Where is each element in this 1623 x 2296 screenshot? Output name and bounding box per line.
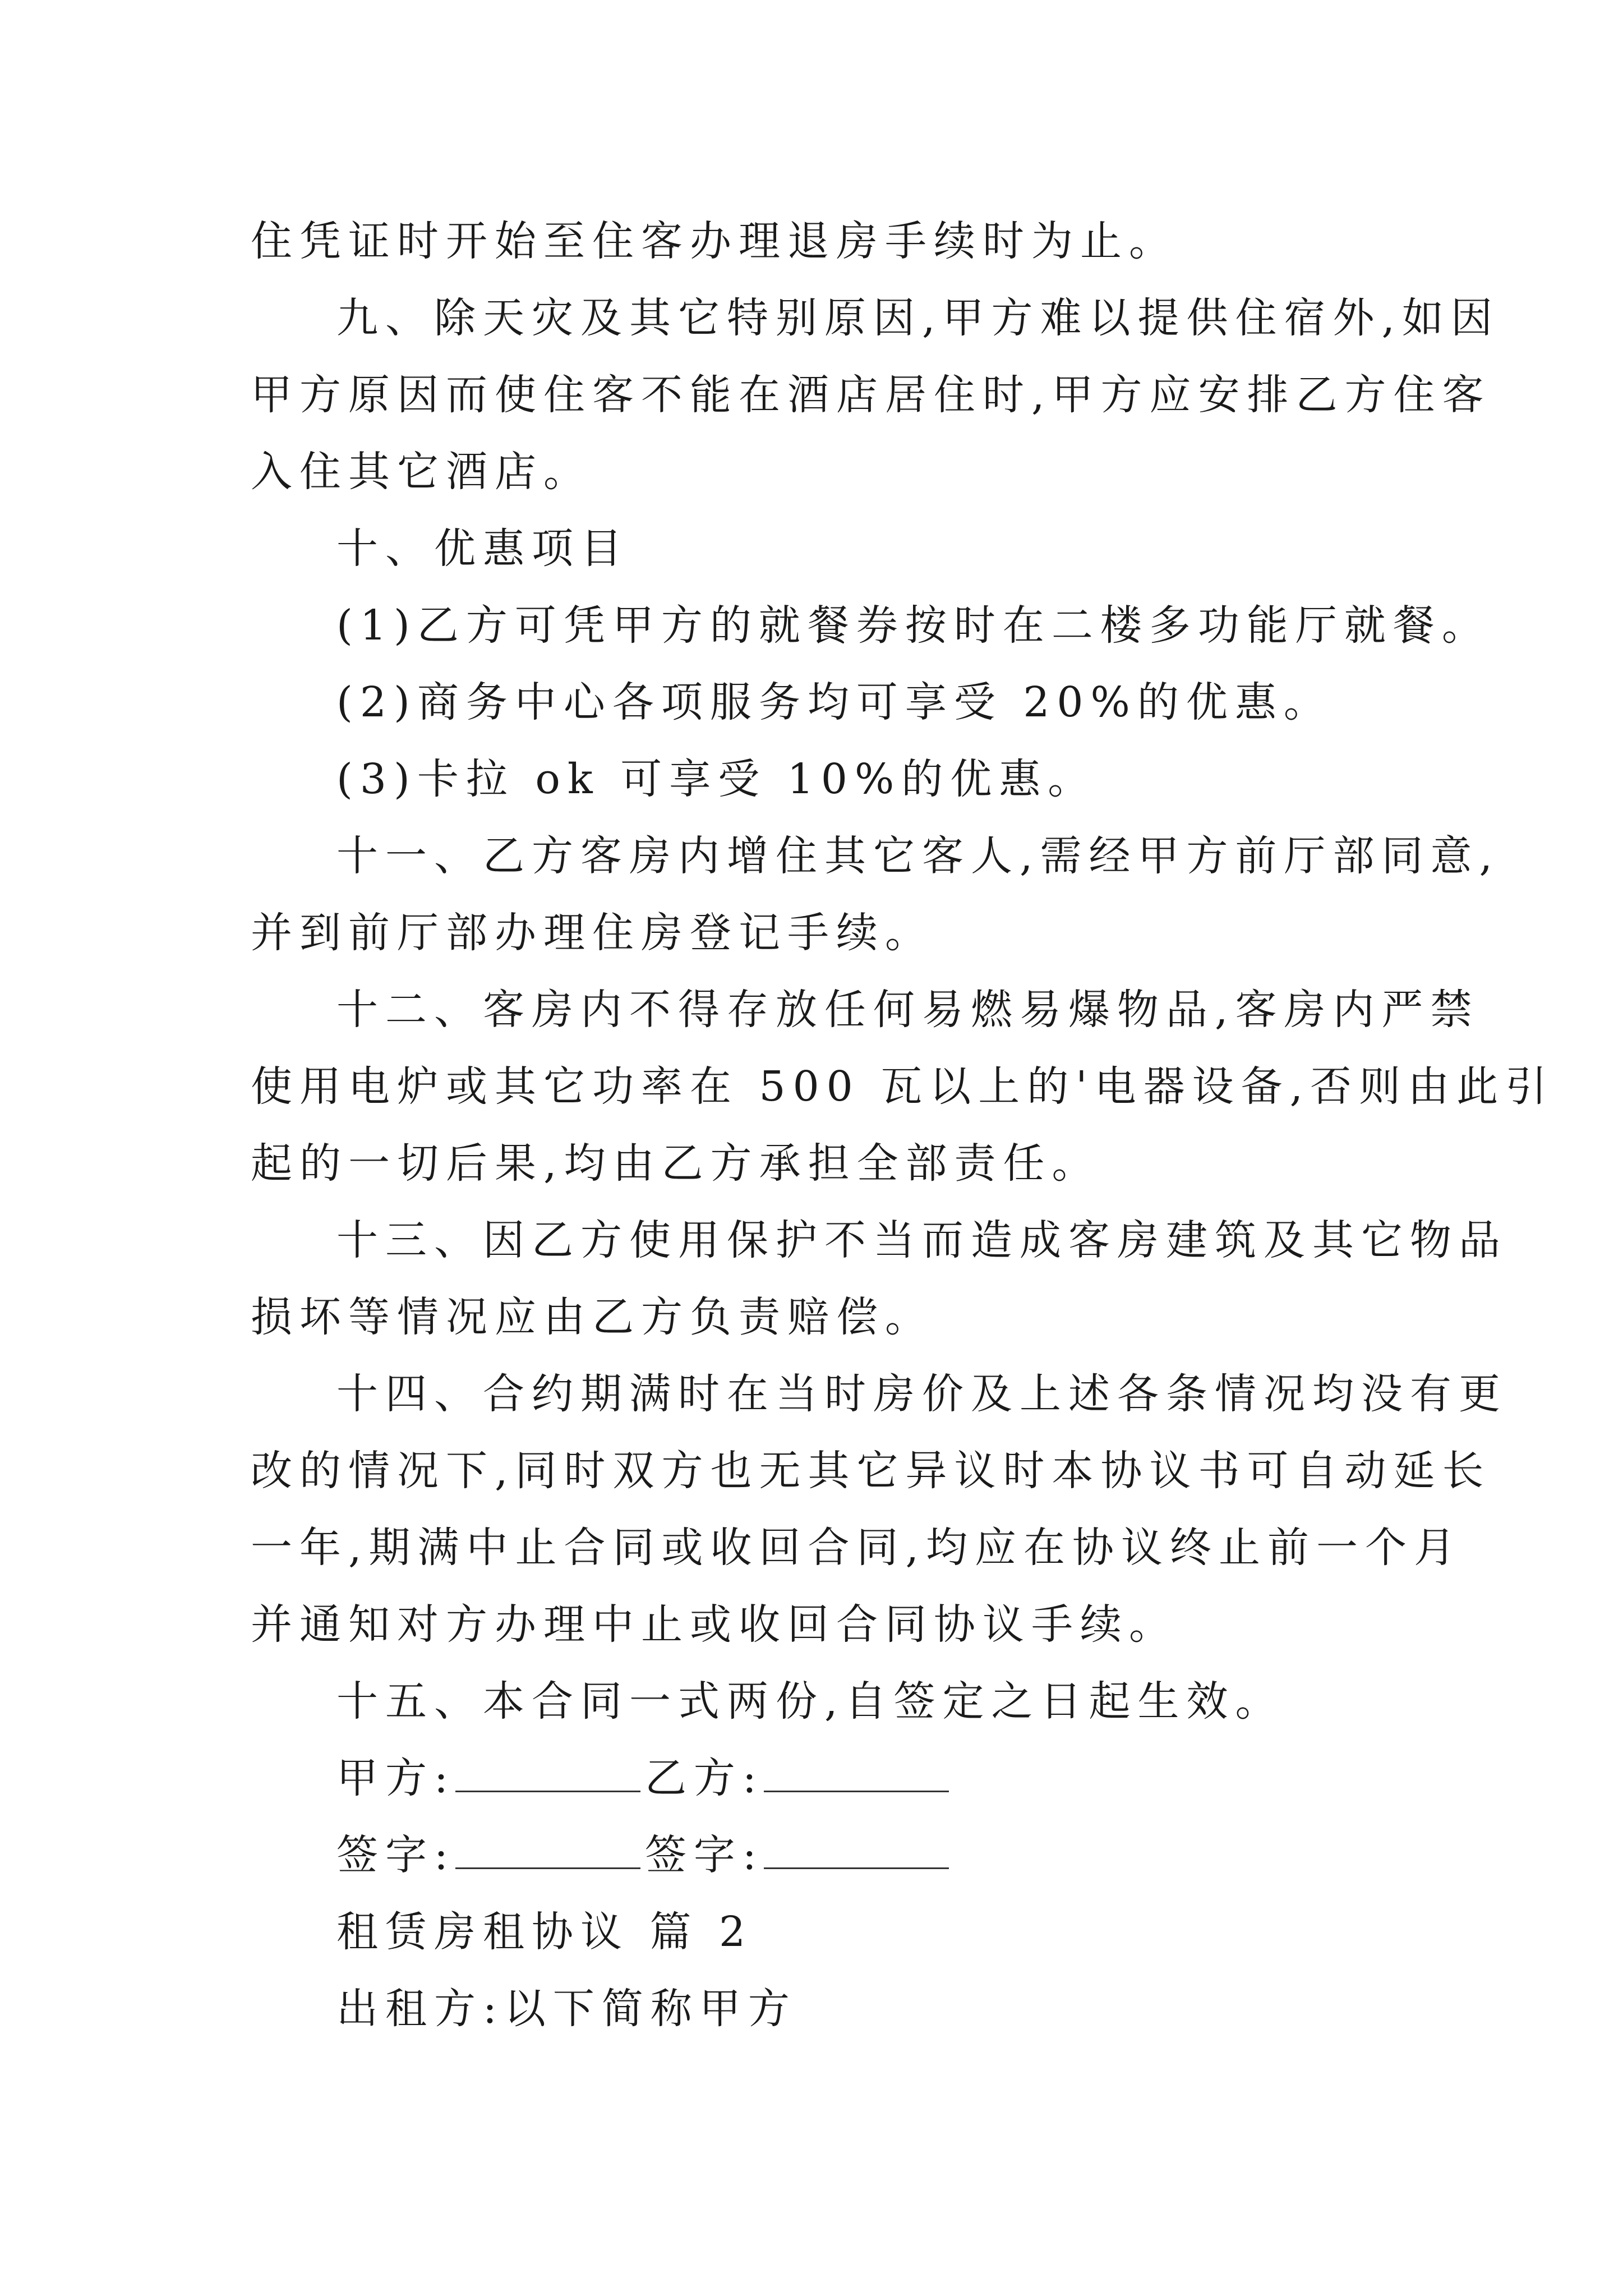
section-title: 租赁房租协议 篇 2 <box>336 1908 753 1956</box>
paragraph-line: (2)商务中心各项服务均可享受 20%的优惠。 <box>336 678 1332 726</box>
sign-a-blank[interactable] <box>455 1833 640 1869</box>
paragraph-line: 住凭证时开始至住客办理退房手续时为止。 <box>251 217 1178 265</box>
paragraph-line: 改的情况下,同时双方也无其它异议时本协议书可自动延长 <box>251 1447 1491 1495</box>
party-b-label: 乙方: <box>644 1754 764 1802</box>
paragraph-line: 十一、乙方客房内增住其它客人,需经甲方前厅部同意, <box>336 832 1500 880</box>
paragraph-line: 起的一切后果,均由乙方承担全部责任。 <box>251 1139 1101 1188</box>
sign-b-blank[interactable] <box>764 1833 949 1869</box>
paragraph-line: 甲方原因而使住客不能在酒店居住时,甲方应安排乙方住客 <box>251 371 1491 419</box>
paragraph-line: (1)乙方可凭甲方的就餐券按时在二楼多功能厅就餐。 <box>336 601 1491 650</box>
sign-b-label: 签字: <box>644 1831 764 1879</box>
paragraph-line: 使用电炉或其它功率在 500 瓦以上的'电器设备,否则由此引 <box>251 1062 1555 1111</box>
paragraph-line: 损坏等情况应由乙方负责赔偿。 <box>251 1293 934 1341</box>
paragraph-line: 十三、因乙方使用保护不当而造成客房建筑及其它物品 <box>336 1216 1507 1264</box>
signature-row <box>336 1827 953 1883</box>
paragraph-line: 九、除天灾及其它特别原因,甲方难以提供住宿外,如因 <box>336 294 1500 342</box>
lessor-line: 出租方:以下简称甲方 <box>336 1985 797 2033</box>
paragraph-line: 十二、客房内不得存放任何易燃易爆物品,客房内严禁 <box>336 986 1479 1034</box>
sign-a-label: 签字: <box>336 1831 455 1879</box>
paragraph-line: 十、优惠项目 <box>336 524 629 573</box>
party-signature-row <box>336 1750 953 1806</box>
paragraph-line: 十五、本合同一式两份,自签定之日起生效。 <box>336 1677 1284 1726</box>
paragraph-line: (3)卡拉 ok 可享受 10%的优惠。 <box>336 755 1097 803</box>
paragraph-line: 并到前厅部办理住房登记手续。 <box>251 909 934 957</box>
paragraph-line: 入住其它酒店。 <box>251 448 592 496</box>
party-b-blank[interactable] <box>764 1756 949 1792</box>
paragraph-line: 并通知对方办理中止或收回合同协议手续。 <box>251 1600 1178 1649</box>
party-a-blank[interactable] <box>455 1756 640 1792</box>
paragraph-line: 一年,期满中止合同或收回合同,均应在协议终止前一个月 <box>251 1524 1463 1572</box>
paragraph-line: 十四、合约期满时在当时房价及上述各条情况均没有更 <box>336 1370 1507 1418</box>
party-a-label: 甲方: <box>336 1754 455 1802</box>
